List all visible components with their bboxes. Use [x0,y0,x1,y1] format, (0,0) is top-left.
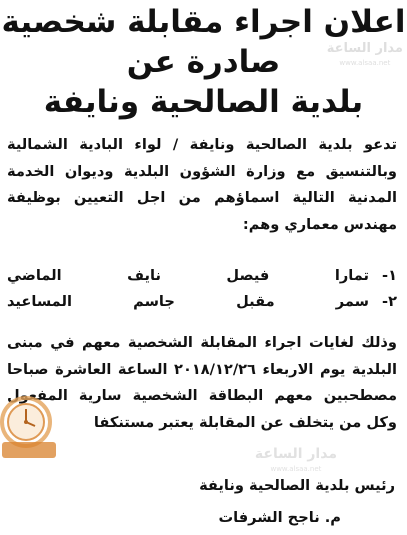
candidate-name: سمر مقبل جاسم المساعيد [7,293,369,310]
candidate-name: تمارا فيصل نايف الماضي [7,267,369,284]
watermark-brand: مدار الساعة [254,446,337,462]
announcement-title: اعلان اجراء مقابلة شخصية [1,4,406,40]
watermark-url: www.alsaa.net [339,59,391,67]
candidate-item [7,289,397,315]
interview-details-paragraph: وذلك لغايات اجراء المقابلة الشخصية معهم في مبنى البلدية يوم الاربعاء ٢٠١٨/١٢/٢٦ الساعة العاشرة صباحا مصطحبين معهم البطاقة الشخصية سارية المفعول وكل من يتخلف عن المقابلة يعتبر مستنكفا [7,334,398,431]
watermark-brand: مدار الساعة [326,41,403,56]
candidate-number: ١- [382,267,397,284]
issued-by-label: صادرة عن [126,44,281,80]
clock-logo-icon [0,392,58,464]
candidate-item [7,263,397,289]
candidate-number: ٢- [382,293,397,310]
signature-name: م. ناجح الشرفات [218,509,341,526]
signature-position: رئيس بلدية الصالحية ونايفة [199,477,395,494]
watermark-url: www.alsaa.net [270,465,322,473]
intro-paragraph: تدعو بلدية الصالحية ونايفة / لواء البادية الشمالية وبالتنسيق مع وزارة الشؤون البلدية وديوان الخدمة المدنية التالية اسماؤهم من اجل التعيين بوظيفة مهندس معماري وهم: [7,136,397,233]
municipality-name: بلدية الصالحية ونايفة [43,84,364,120]
